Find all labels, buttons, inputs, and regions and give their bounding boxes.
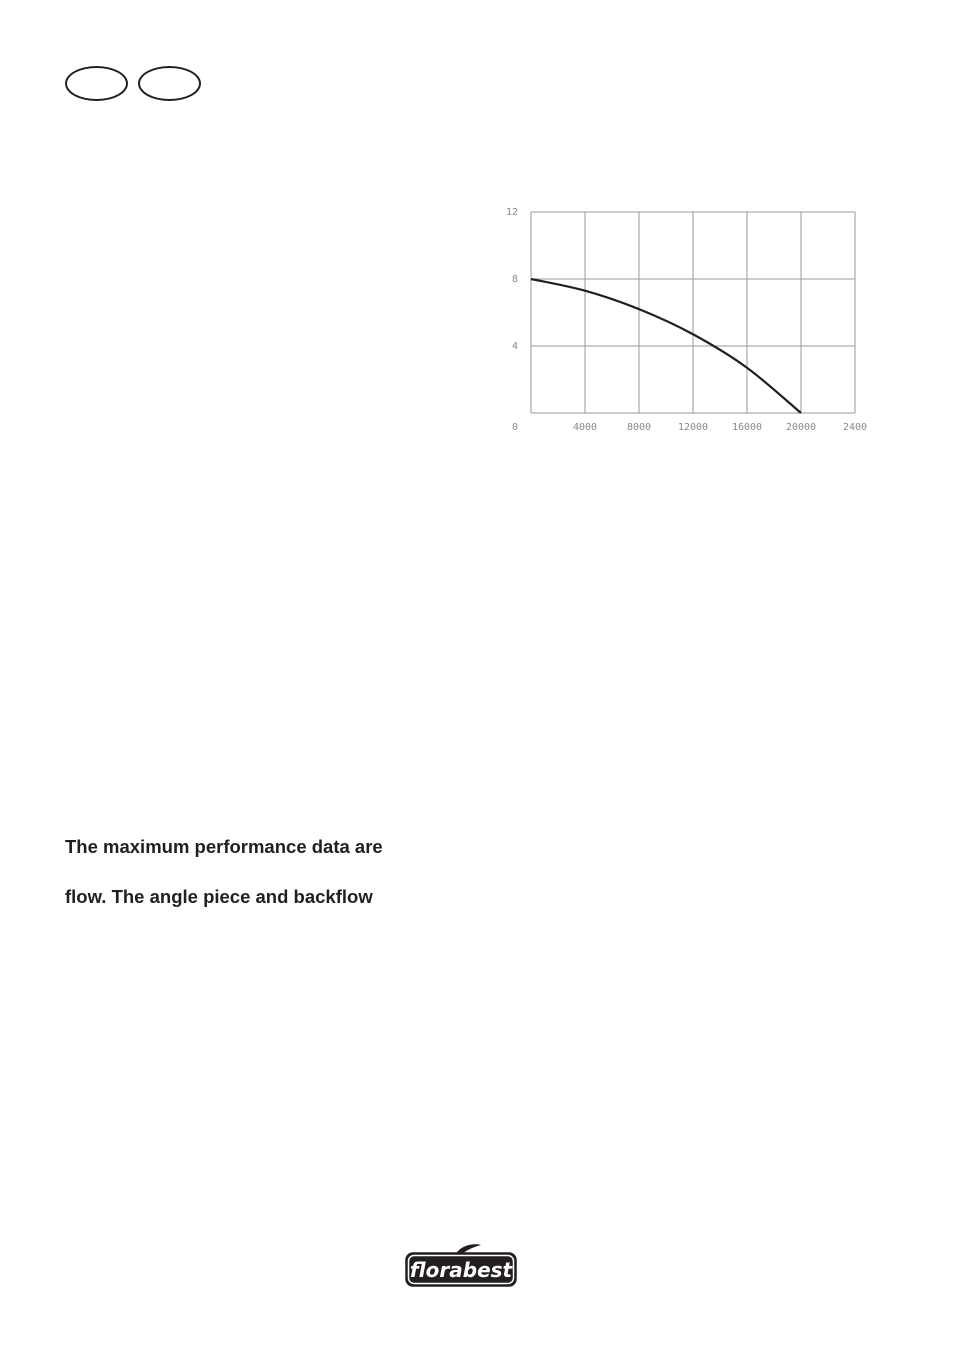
x-tick-label: 20000 (785, 422, 817, 433)
x-tick-label: 16000 (731, 422, 763, 433)
x-tick-label: 2400 (843, 422, 868, 433)
language-oval-right (138, 66, 201, 101)
performance-chart-svg (500, 200, 868, 440)
performance-note-line-1: The maximum performance data are (65, 836, 383, 857)
y-tick-label: 4 (511, 341, 518, 352)
performance-note-line-2: flow. The angle piece and backflow (65, 886, 373, 907)
x-tick-label: 4000 (572, 422, 598, 433)
florabest-logo-svg (403, 1243, 519, 1289)
language-oval-left (65, 66, 128, 101)
performance-chart (500, 200, 868, 440)
y-tick-label: 12 (505, 207, 518, 218)
y-tick-label: 8 (511, 274, 518, 285)
x-tick-label: 0 (511, 422, 519, 433)
florabest-logo (403, 1243, 519, 1289)
x-tick-label: 8000 (626, 422, 652, 433)
logo-text: florabest (409, 1258, 513, 1282)
x-tick-label: 12000 (677, 422, 709, 433)
